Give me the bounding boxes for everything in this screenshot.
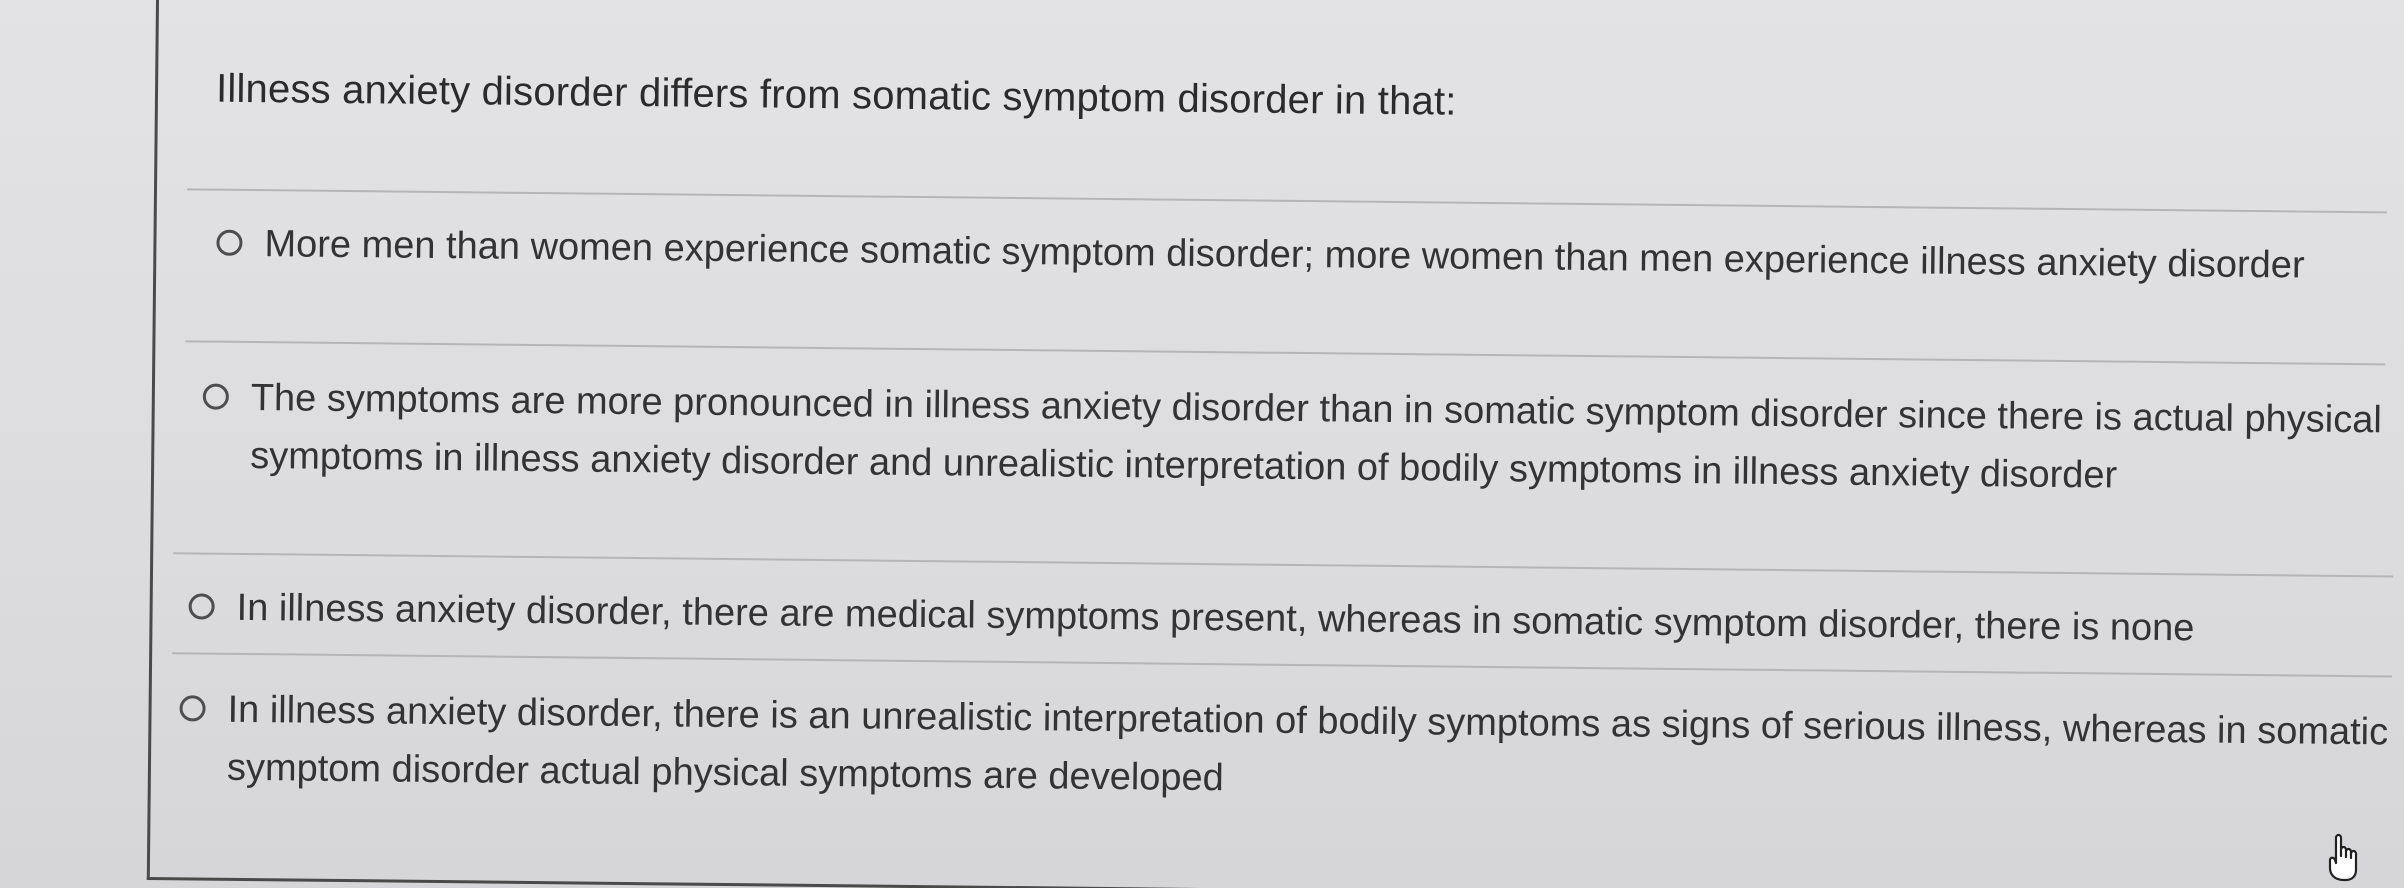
divider: [173, 552, 2393, 577]
answer-option-1[interactable]: [216, 215, 2376, 296]
answer-option-label-3: In illness anxiety disorder, there are medical symptoms present, whereas in somatic symptom disorder, there is none: [236, 586, 2195, 650]
answer-option-2[interactable]: [202, 369, 2383, 508]
divider: [187, 188, 2387, 213]
answer-option-label-2: The symptoms are more pronounced in illness anxiety disorder than in somatic symptom disorder since there is actual physical symptoms in illness anxiety disorder and unrealistic interpretation of bodily symptoms in illness anxiety disorder: [250, 377, 2383, 497]
radio-button-1[interactable]: [216, 230, 242, 256]
divider: [172, 652, 2392, 677]
radio-button-3[interactable]: [189, 593, 215, 619]
answer-option-label-1: More men than women experience somatic symptom disorder; more women than men experience illness anxiety disorder: [264, 223, 2305, 287]
radio-button-2[interactable]: [203, 384, 229, 410]
answer-option-4[interactable]: [179, 680, 2390, 819]
hand-pointer-icon: [2324, 832, 2378, 882]
question-card: [147, 0, 2404, 888]
answer-option-label-4: In illness anxiety disorder, there is an unrealistic interpretation of bodily symptoms as signs of serious illness, whereas in somatic symptom disorder actual physical symptoms are developed: [226, 688, 2389, 800]
radio-button-4[interactable]: [179, 695, 205, 721]
divider: [185, 340, 2385, 365]
question-text: Illness anxiety disorder differs from somatic symptom disorder in that:: [215, 66, 1457, 124]
answer-option-3[interactable]: [188, 578, 2388, 659]
